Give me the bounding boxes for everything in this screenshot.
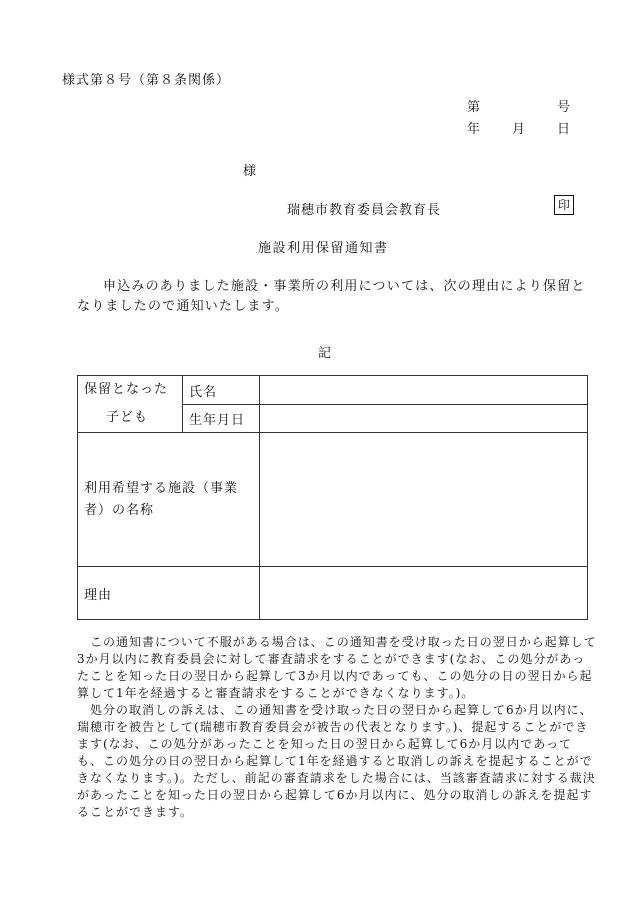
notes-paragraph-lawsuit: 処分の取消しの訴えは、この通知書を受け取った日の翌日から起算して6か月以内に、瑞穂市を被告として(瑞穂市教育委員会が被告の代表となります。)、提起することができます(なお、この処分があったことを知った日の翌日から起算して6か月以内であっても、この処分の日の翌日から起算して1年を経過すると取消しの訴えを提起することができなくなります。)。ただし、前記の審査請求をした場合には、当該審査請求に対する裁決があったことを知った日の翌日から起算して6か月以内に、処分の取消しの訴えを提起することができます。 — [77, 703, 596, 819]
form-number: 様式第８号（第８条関係） — [62, 73, 231, 88]
name-label-cell: 氏名 — [183, 376, 260, 405]
document-number-label: 第 — [467, 100, 481, 115]
name-value-cell[interactable] — [260, 376, 588, 405]
document-number-suffix: 号 — [557, 100, 571, 115]
date-day-label: 日 — [557, 122, 571, 137]
child-label-line1: 保留となった — [84, 382, 169, 397]
reason-value-cell[interactable] — [260, 567, 588, 620]
table-row — [78, 376, 588, 405]
facility-value-cell[interactable] — [260, 433, 588, 567]
ki-heading: 記 — [318, 346, 332, 361]
issuer-name: 瑞穂市教育委員会教育長 — [287, 203, 442, 218]
seal-mark: 印 — [554, 195, 574, 215]
dob-value-cell[interactable] — [260, 405, 588, 433]
recipient-honorific: 様 — [243, 164, 257, 179]
date-year-label: 年 — [467, 122, 481, 137]
reason-label-cell: 理由 — [78, 567, 260, 620]
notes-section — [77, 634, 597, 821]
facility-label-cell: 利用希望する施設（事業者）の名称 — [78, 433, 260, 567]
intro-text: 申込みのありました施設・事業所の利用については、次の理由により保留となりましたので通知いたします。 — [77, 279, 586, 314]
document-title: 施設利用保留通知書 — [258, 241, 389, 256]
dob-label-cell: 生年月日 — [183, 405, 260, 433]
table-row — [78, 567, 588, 620]
date-month-label: 月 — [512, 122, 526, 137]
child-label-line2: 子ども — [106, 410, 149, 425]
details-table — [77, 375, 588, 620]
notes-paragraph-appeal: この通知書について不服がある場合は、この通知書を受け取った日の翌日から起算して3か月以内に教育委員会に対して審査請求をすることができます(なお、この処分があったことを知った日の翌日から起算して3か月以内であっても、この処分の日の翌日から起算して1年を経過すると審査請求をすることができなくなります。)。 — [77, 635, 597, 700]
table-row — [78, 433, 588, 567]
child-label-cell — [78, 376, 183, 433]
